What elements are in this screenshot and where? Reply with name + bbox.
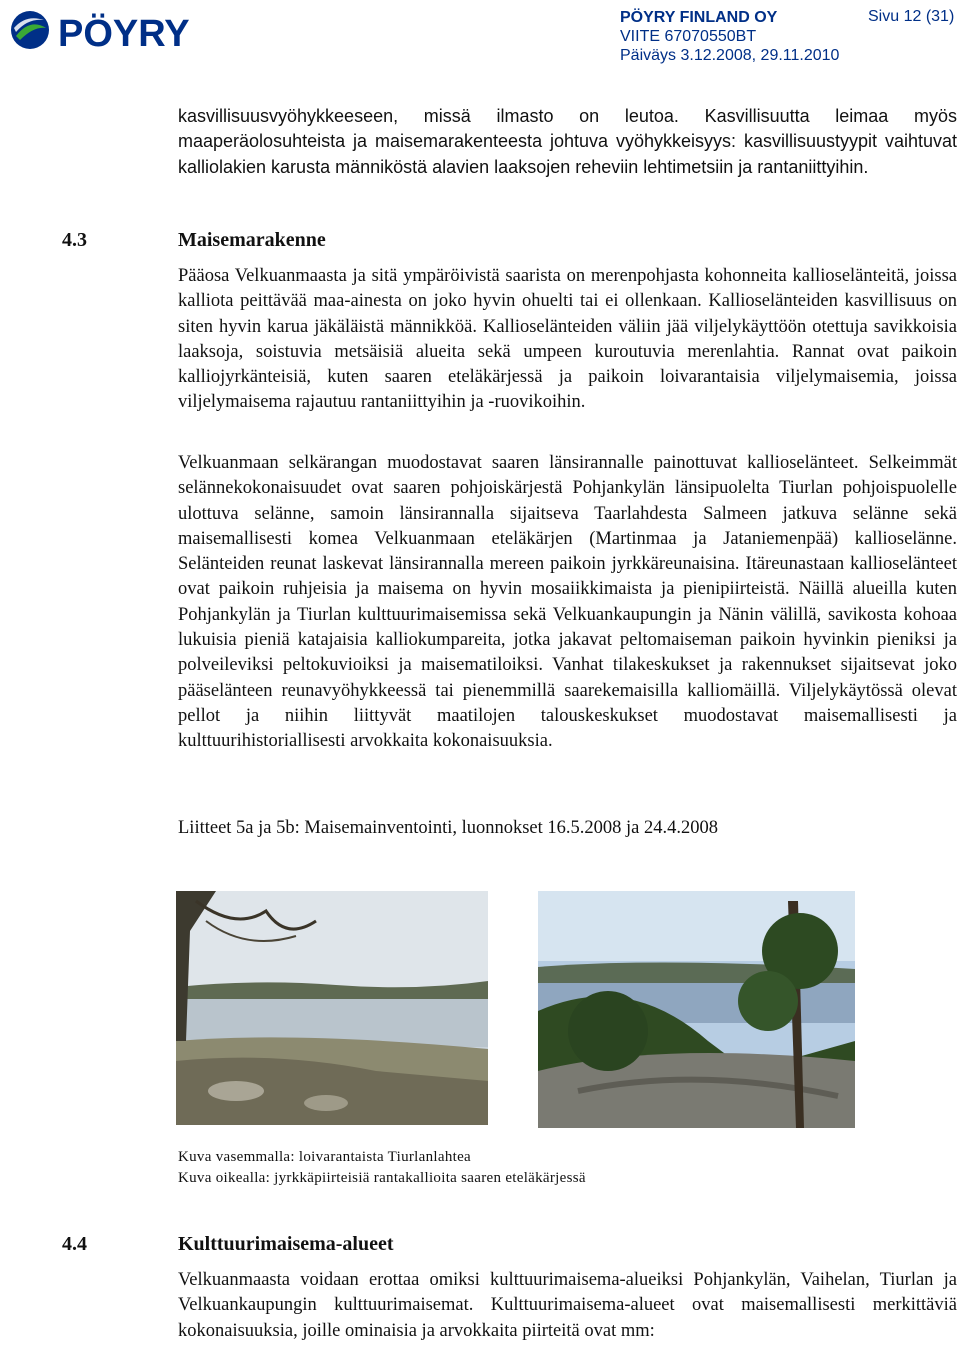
reference-number: VIITE 67070550BT <box>620 28 757 45</box>
section-title: Maisemarakenne <box>178 229 326 251</box>
body-paragraph: Pääosa Velkuanmaasta ja sitä ympäröivistä saarista on merenpohjasta kohonneita kallioselänteitä, joissa kalliota peittävää maa-ainesta on joko hyvin ohuelti tai ei ollenkaan. Kallioselänteiden kasvillisuus on siten hyvin karua jäkäläistä männikköä. Kallioselänteiden väliin jää viljelykäyttöön otettuja savikkoisia laaksoja, soistuvia metsäisiä alueita sekä umpeen kuroutuvia merenlahtia. Rannat ovat paikoin kalliojyrkänteisiä, kuten saaren eteläkärjessä ja paikoin loivarantaisia viljelymaisemia, joissa viljelymaisema rajautuu rantaniittyihin ja -ruovikoihin. <box>178 266 957 413</box>
caption-right-photo: Kuva oikealla: jyrkkäpiirteisiä rantakallioita saaren eteläkärjessä <box>178 1170 586 1186</box>
section-heading-4-3 <box>62 229 326 252</box>
poyry-logo <box>6 6 246 52</box>
section-number: 4.4 <box>62 1233 87 1255</box>
section-title: Kulttuurimaisema-alueet <box>178 1233 394 1255</box>
page-number: Sivu 12 (31) <box>868 8 955 25</box>
company-block <box>620 8 839 65</box>
company-name: PÖYRY FINLAND OY <box>620 9 778 26</box>
page-header <box>0 0 960 70</box>
photo-southern-cliffs <box>538 891 855 1128</box>
body-paragraph: Velkuanmaan selkärangan muodostavat saaren länsirannalle painottuvat kallioselänteet. Selkeimmät selännekokonaisuudet ovat saaren pohjoiskärjestä Pohjankylän länsipuolelta Tiurlan pohjoispuolelle ulottuva selänne, samoin länsirannalla sijaitseva Taarlahdesta Salmeen jatkuva selänne sekä maisemallisesti komea Velkuanmaan eteläkärjen (Martinmaa ja Jataniemenpää) kallioselänne. Selänteiden reunat laskevat länsirannalla mereen paikoin jyrkkäreunaisina. Itäreunastaan kallioselänteet ovat paikoin ruhjeisia ja maisema on hyvin mosaiikkimaista ja pienipiirteistä. Näillä alueilla kuten Pohjankylän ja Tiurlan kulttuurimaisemissa sekä Velkuankaupungin ja Nänin välillä, savikosta kohoaa lukuisia pieniä katajaisia kalliokumpareita, jotka jakavat peltomaiseman paikoin hyvinkin pieniksi ja polveileviksi peltokuvioiksi ja maisematiloiksi. Vanhat tilakeskukset ja rakennukset sijaitsevat joko pääselänteen reunavyöhykkeessä tai pienemmillä saarekemaisilla kalliomäillä. Viljelykäytössä olevat pellot ja niihin liittyvät maatilojen talouskeskukset muodostavat maisemallisesti ja kulttuurihistoriallisesti arvokkaita kokonaisuuksia. <box>178 453 957 752</box>
document-date: Päiväys 3.12.2008, 29.11.2010 <box>620 47 840 64</box>
section-heading-4-4 <box>62 1233 394 1256</box>
section-number: 4.3 <box>62 229 87 251</box>
photo-tiurlanlahti <box>176 891 488 1125</box>
intro-paragraph: kasvillisuusvyöhykkeeseen, missä ilmasto on leutoa. Kasvillisuutta leimaa myös maaperäolosuhteista ja maisemarakenteesta johtuva vyöhykkeisyys: kasvillisuustyypit vaihtuvat kalliolakien karusta männiköstä alavien laaksojen reheviin lehtimetsiin ja rantaniittyihin. <box>178 106 957 177</box>
caption-left-photo: Kuva vasemmalla: loivarantaista Tiurlanlahtea <box>178 1149 472 1165</box>
appendix-note: Liitteet 5a ja 5b: Maisemainventointi, luonnokset 16.5.2008 ja 24.4.2008 <box>178 818 719 838</box>
body-paragraph: Velkuanmaasta voidaan erottaa omiksi kulttuurimaisema-alueiksi Pohjankylän, Vaihelan, Tiurlan ja Velkuankaupungin kulttuurimaisemat. Kulttuurimaisema-alueet ovat maisemallisesti merkittäviä kokonaisuuksia, joille ominaisia ja arvokkaita piirteitä ovat mm: <box>178 1270 957 1341</box>
logo-text: PÖYRY <box>58 13 190 52</box>
